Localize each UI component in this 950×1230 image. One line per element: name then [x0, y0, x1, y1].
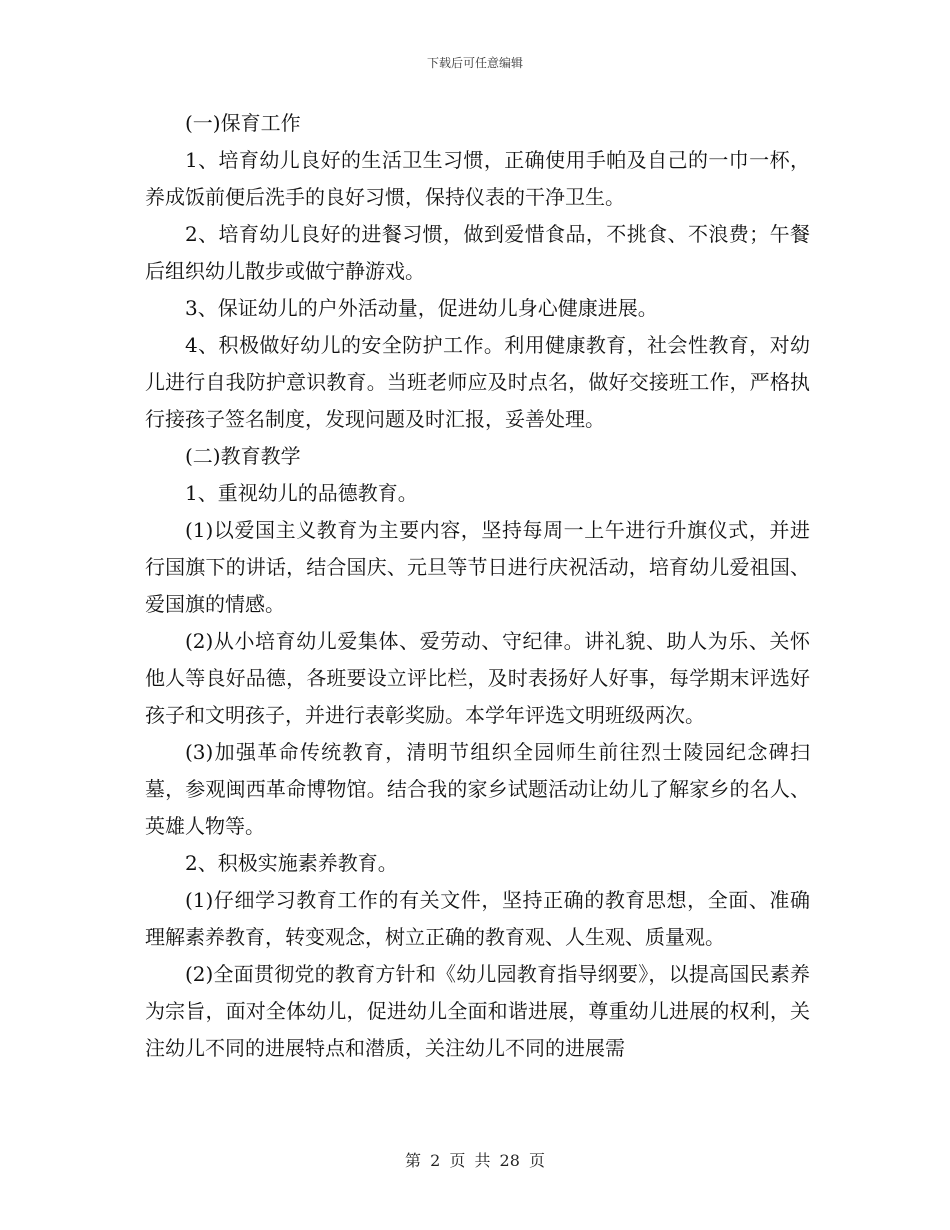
- paragraph: 4、积极做好幼儿的安全防护工作。利用健康教育，社会性教育，对幼儿进行自我防护意识教育。当班老师应及时点名，做好交接班工作，严格执行接孩子签名制度，发现问题及时汇报，妥善处理。: [145, 333, 810, 431]
- document-body: [145, 105, 810, 1067]
- paragraph: 2、积极实施素养教育。: [185, 851, 398, 875]
- paragraph: (3)加强革命传统教育，清明节组织全园师生前往烈士陵园纪念碑扫墓，参观闽西革命博物馆。结合我的家乡试题活动让幼儿了解家乡的名人、英雄人物等。: [145, 740, 810, 838]
- paragraph: 1、培育幼儿良好的生活卫生习惯，正确使用手帕及自己的一巾一杯，养成饭前便后洗手的良好习惯，保持仪表的干净卫生。: [145, 148, 810, 209]
- paragraph: (2)全面贯彻党的教育方针和《幼儿园教育指导纲要》，以提高国民素养为宗旨，面对全体幼儿，促进幼儿全面和谐进展，尊重幼儿进展的权利，关注幼儿不同的进展特点和潜质，关注幼儿不同的进展需: [145, 962, 810, 1060]
- paragraph: 2、培育幼儿良好的进餐习惯，做到爱惜食品，不挑食、不浪费；午餐后组织幼儿散步或做宁静游戏。: [145, 222, 810, 283]
- page-header: 下载后可任意编辑: [426, 56, 523, 70]
- page-number-footer: 第 2 页 共 28 页: [405, 1151, 545, 1170]
- paragraph: (2)从小培育幼儿爱集体、爱劳动、守纪律。讲礼貌、助人为乐、关怀他人等良好品德，各班要设立评比栏，及时表扬好人好事，每学期末评选好孩子和文明孩子，并进行表彰奖励。本学年评选文明班级两次。: [145, 629, 810, 727]
- section-heading-care: (一)保育工作: [185, 111, 301, 135]
- paragraph: (1)以爱国主义教育为主要内容，坚持每周一上午进行升旗仪式，并进行国旗下的讲话，结合国庆、元旦等节日进行庆祝活动，培育幼儿爱祖国、爱国旗的情感。: [145, 518, 810, 616]
- paragraph: (1)仔细学习教育工作的有关文件，坚持正确的教育思想，全面、准确理解素养教育，转变观念，树立正确的教育观、人生观、质量观。: [145, 888, 810, 949]
- paragraph: 1、重视幼儿的品德教育。: [185, 481, 418, 505]
- section-heading-education: (二)教育教学: [185, 444, 301, 468]
- paragraph: 3、保证幼儿的户外活动量，促进幼儿身心健康进展。: [185, 296, 658, 320]
